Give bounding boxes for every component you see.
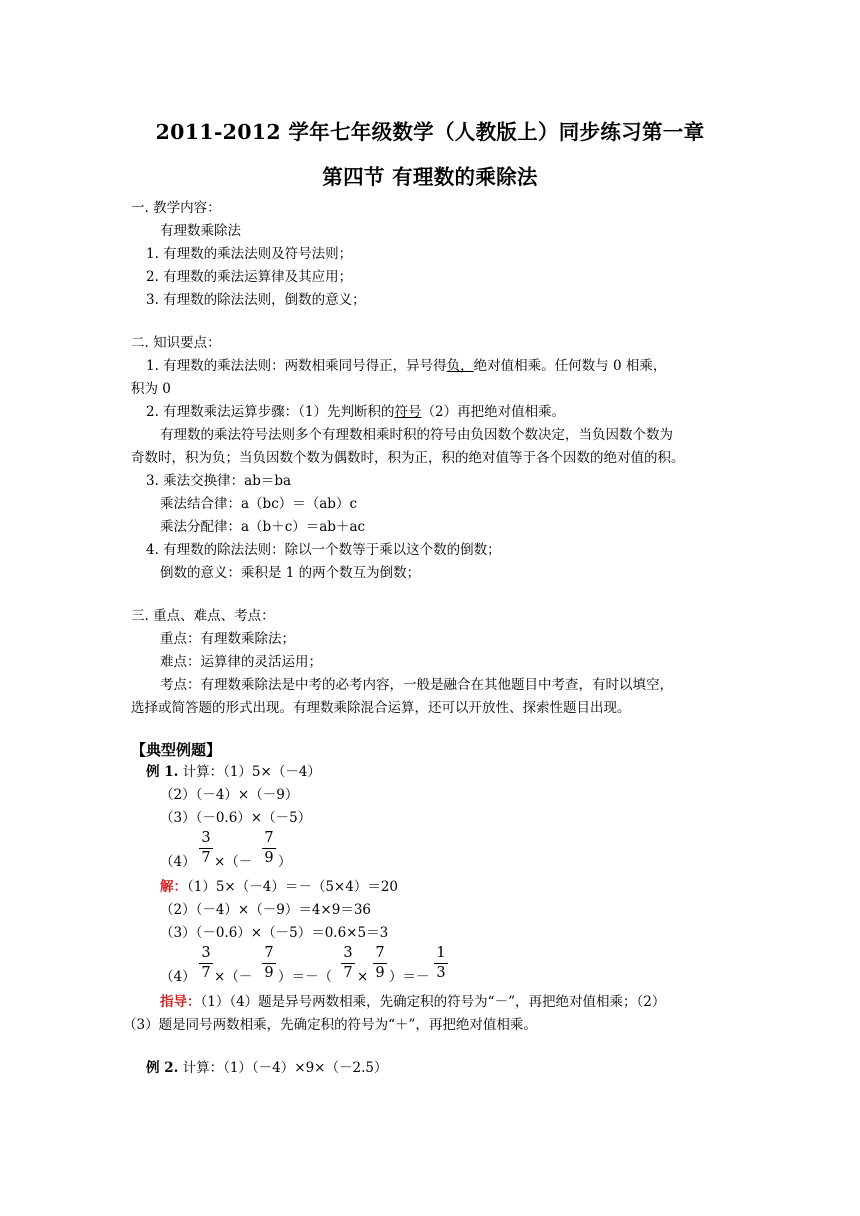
multiplication-rule xyxy=(146,357,666,375)
q4-close: ） xyxy=(278,854,292,870)
section1-item-2: 2. 有理数的乘法运算律及其应用； xyxy=(146,269,353,285)
sol4-times-2: × xyxy=(357,969,369,985)
solution-1-text: （1）5×（－4）＝－（5×4）＝20 xyxy=(187,879,398,895)
denominator: 7 xyxy=(343,965,353,981)
example2-question1 xyxy=(146,1059,387,1077)
numerator: 3 xyxy=(343,945,353,961)
multiplication-rule-text-a: 1. 有理数的乘法法则：两数相乘同号得正，异号得 xyxy=(146,358,447,374)
denominator: 7 xyxy=(201,965,211,981)
multiplication-steps-underlined: 符号 xyxy=(394,404,422,420)
multiplication-steps-text-b: （2）再把绝对值相乘。 xyxy=(421,404,566,420)
example1-q1-text: 计算：（1）5×（－4） xyxy=(182,764,321,780)
sol4-prefix: （4） xyxy=(160,969,196,985)
division-rule: 4. 有理数的除法法则：除以一个数等于乘以这个数的倒数； xyxy=(146,542,501,558)
numerator: 7 xyxy=(375,945,385,961)
section1-topic: 有理数乘除法 xyxy=(160,223,241,239)
q4-prefix: （4） xyxy=(160,854,196,870)
commutative-law: 3. 乘法交换律：ab＝ba xyxy=(146,473,292,489)
numerator: 3 xyxy=(201,945,211,961)
associative-law: 乘法结合律：a（bc）＝（ab）c xyxy=(160,496,358,512)
exam-point-line1: 考点：有理数乘除法是中考的必考内容，一般是融合在其他题目中考查，有时以填空， xyxy=(160,677,673,693)
example2-q1-text: 计算：（1）（－4）×9×（－2.5） xyxy=(182,1060,388,1076)
sol4-times: ×（－ xyxy=(214,969,253,985)
solution-line2: （2）（－4）×（－9）＝4×9＝36 xyxy=(160,902,371,918)
section1-item-3: 3. 有理数的除法法则，倒数的意义； xyxy=(146,292,366,308)
numerator: 7 xyxy=(264,945,274,961)
denominator: 3 xyxy=(436,965,446,981)
denominator: 7 xyxy=(201,850,211,866)
sign-rule-line1: 有理数的乘法符号法则多个有理数相乘时积的符号由负因数个数决定，当负因数个数为 xyxy=(160,427,673,443)
sol4-fraction-7-over-9-b xyxy=(373,944,387,983)
guide-line2: （3）题是同号两数相乘，先确定积的符号为“＋”，再把绝对值相乘。 xyxy=(123,1017,537,1033)
q4-times: ×（－ xyxy=(214,854,253,870)
multiplication-steps-text-a: 2. 有理数乘法运算步骤：（1）先判断积的 xyxy=(146,404,395,420)
document-title-line2: 第四节 有理数的乘除法 xyxy=(322,165,538,189)
sol4-mid: ）＝－（ xyxy=(278,969,332,985)
difficult-point: 难点：运算律的灵活运用； xyxy=(160,654,322,670)
section2-heading: 二. 知识要点： xyxy=(131,335,221,351)
document-title-line1: 2011-2012 学年七年级数学（人教版上）同步练习第一章 xyxy=(155,120,705,144)
sign-rule-line2: 奇数时，积为负；当负因数个数为偶数时，积为正，积的绝对值等于各个因数的绝对值的积。 xyxy=(131,450,685,466)
solution-label: 解： xyxy=(160,879,187,895)
sol4-fraction-7-over-9 xyxy=(262,944,276,983)
multiplication-rule-text-b: 绝对值相乘。任何数与 0 相乘， xyxy=(473,358,667,374)
key-point: 重点：有理数乘除法； xyxy=(160,631,295,647)
exam-point-line2: 选择或简答题的形式出现。有理数乘除混合运算，还可以开放性、探索性题目出现。 xyxy=(131,700,631,716)
fraction-7-over-9 xyxy=(262,829,276,868)
reciprocal-definition: 倒数的意义：乘积是 1 的两个数互为倒数； xyxy=(160,565,421,581)
denominator: 9 xyxy=(375,965,385,981)
example1-question3: （3）（－0.6）×（－5） xyxy=(160,810,312,826)
example2-label: 例 2. xyxy=(146,1060,179,1076)
sol4-fraction-3-over-7 xyxy=(199,944,213,983)
guide-line1 xyxy=(160,993,665,1011)
solution-line1 xyxy=(160,878,398,896)
distributive-law: 乘法分配律：a（b＋c）＝ab＋ac xyxy=(160,519,366,535)
fraction-3-over-7 xyxy=(199,829,213,868)
numerator: 3 xyxy=(201,830,211,846)
guide-line1-text: （1）（4）题是异号两数相乘，先确定积的符号为“－”，再把绝对值相乘；（2） xyxy=(200,994,666,1010)
denominator: 9 xyxy=(264,965,274,981)
multiplication-steps xyxy=(146,403,565,421)
sol4-fraction-3-over-7-b xyxy=(341,944,355,983)
sol4-end: ）＝－ xyxy=(389,969,430,985)
examples-heading: 【典型例题】 xyxy=(131,741,222,759)
denominator: 9 xyxy=(264,850,274,866)
multiplication-rule-wrap: 积为 0 xyxy=(131,381,171,397)
numerator: 1 xyxy=(436,945,446,961)
example1-question2: （2）（－4）×（－9） xyxy=(160,787,299,803)
guide-label: 指导： xyxy=(160,994,201,1010)
example1-question1 xyxy=(146,763,321,781)
solution-line3: （3）（－0.6）×（－5）＝0.6×5＝3 xyxy=(160,925,389,941)
section1-item-1: 1. 有理数的乘法法则及符号法则； xyxy=(146,246,353,262)
section3-heading: 三. 重点、难点、考点： xyxy=(131,608,275,624)
numerator: 7 xyxy=(264,830,274,846)
sol4-fraction-1-over-3 xyxy=(434,944,448,983)
multiplication-rule-underlined: 负， xyxy=(446,358,474,374)
section1-heading: 一. 教学内容： xyxy=(131,200,221,216)
example1-label: 例 1. xyxy=(146,764,179,780)
